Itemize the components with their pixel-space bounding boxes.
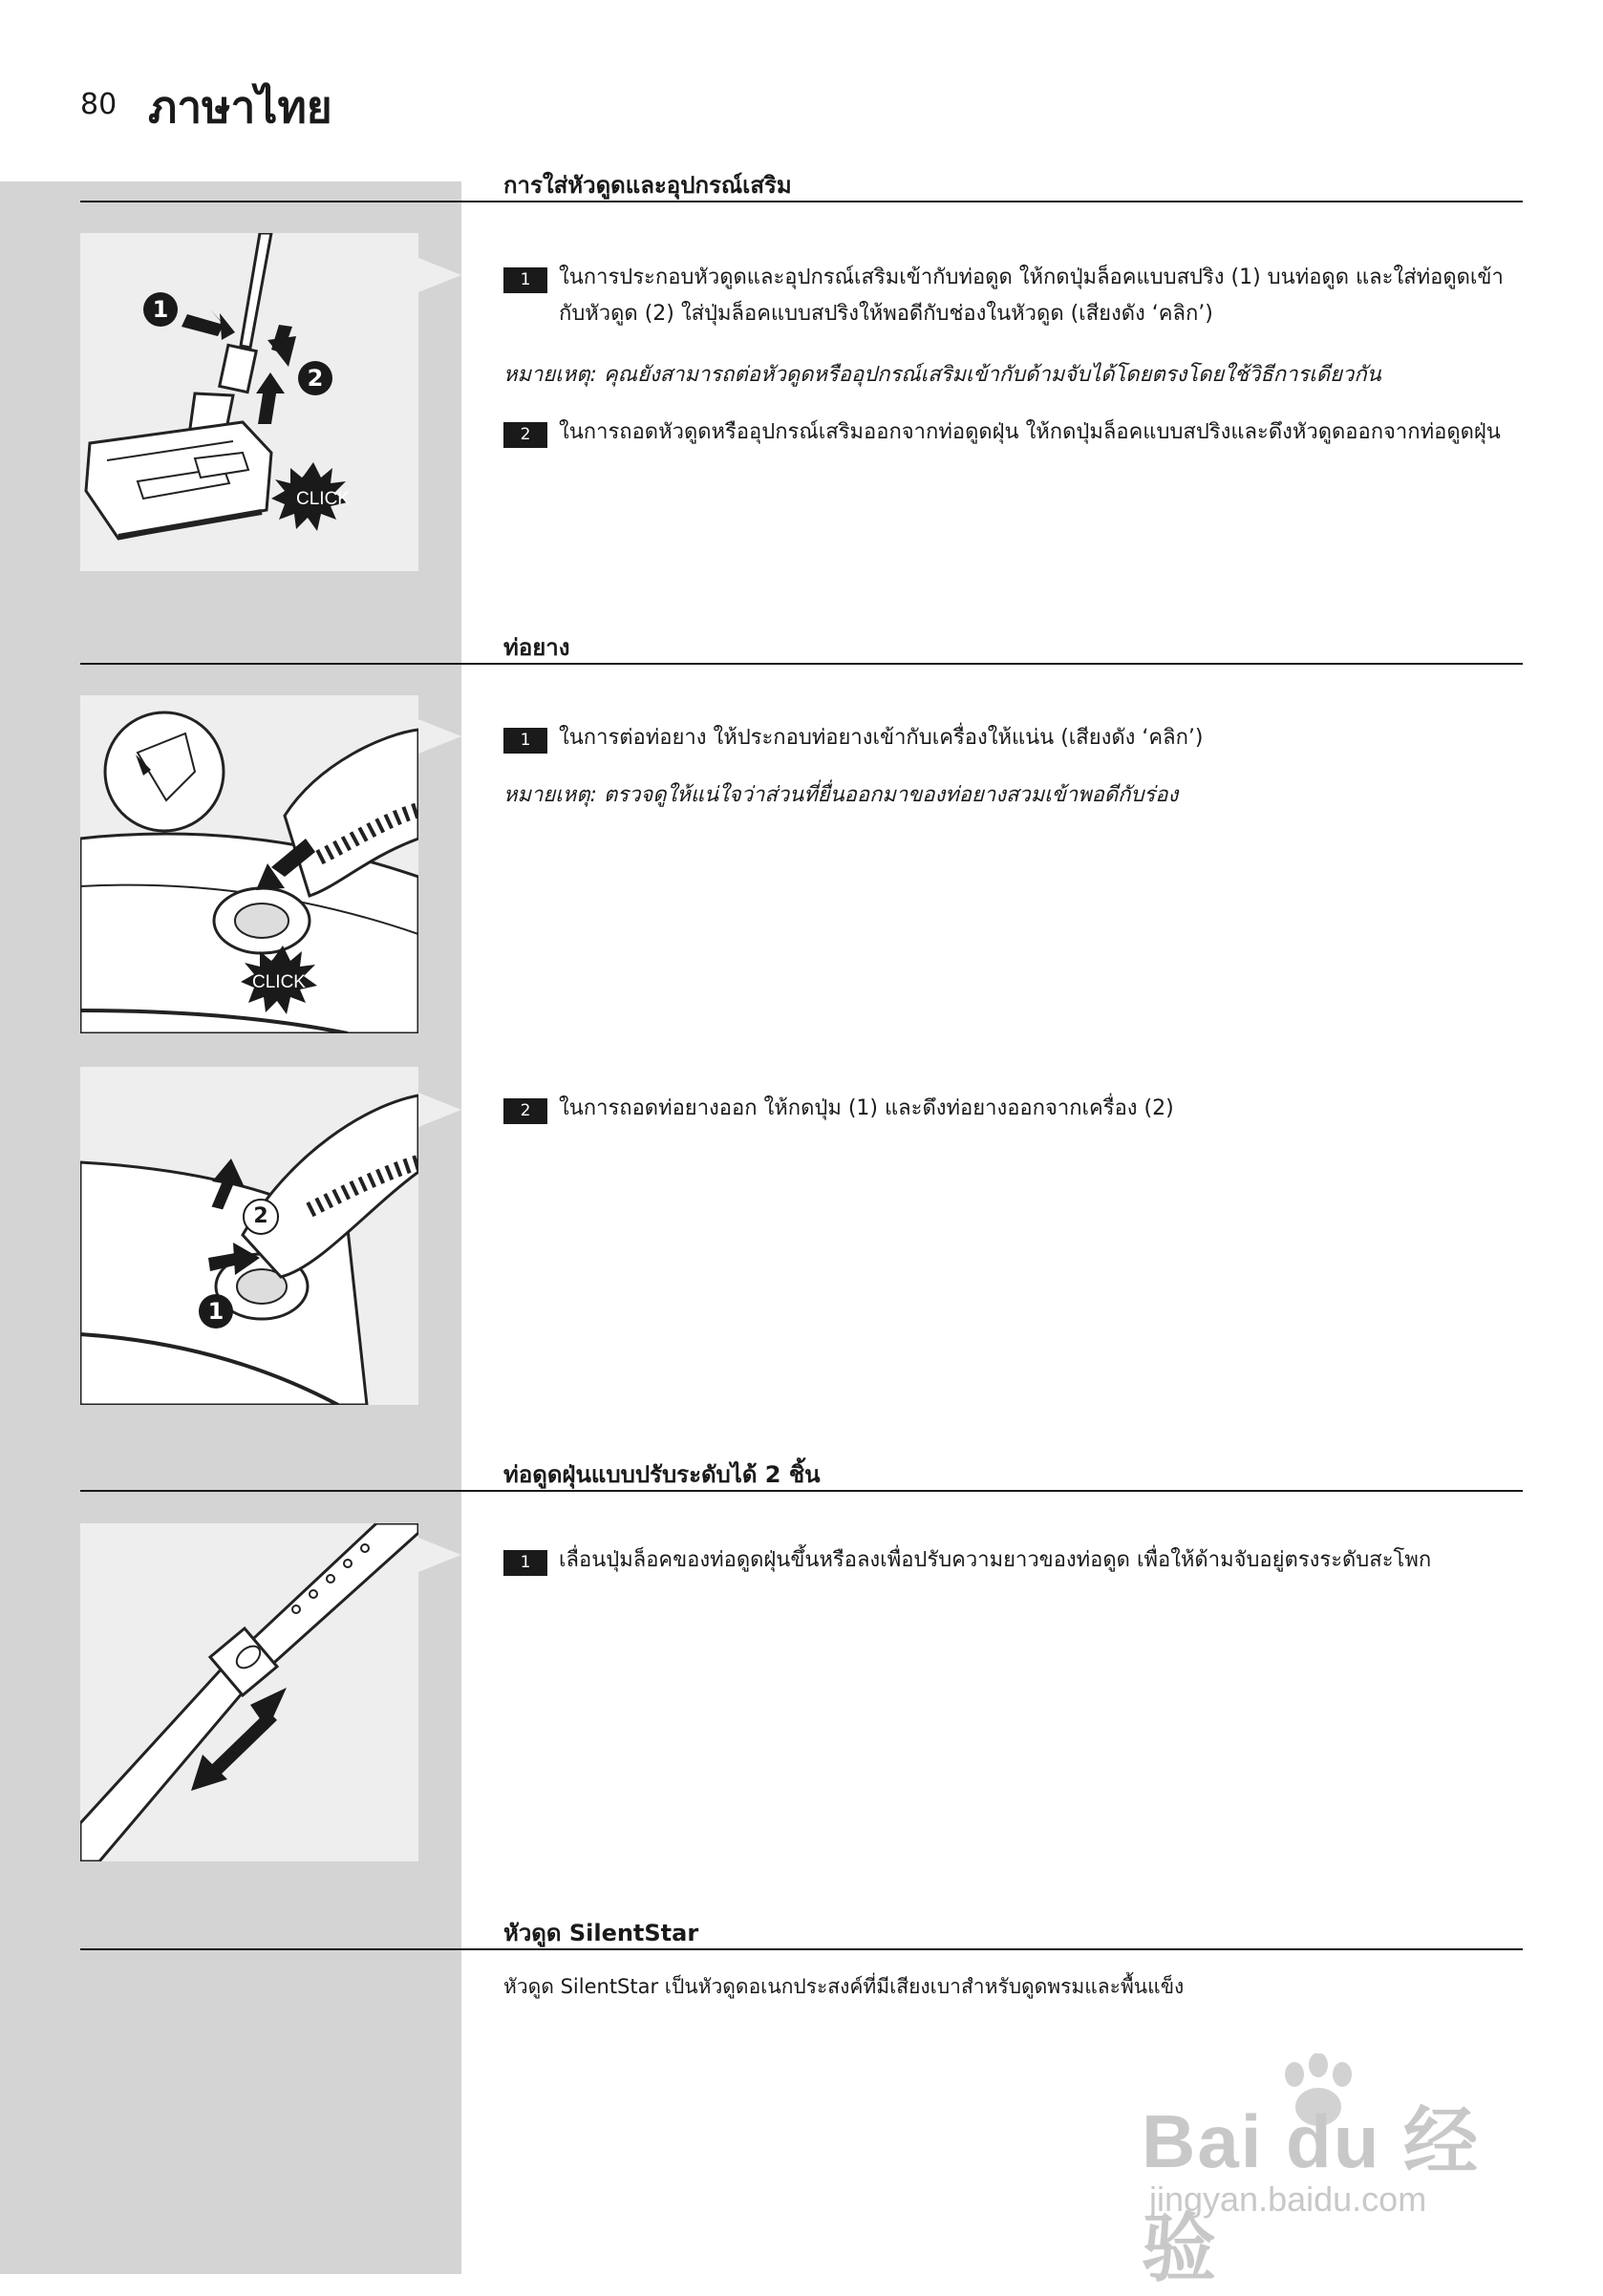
section-rule [80, 1490, 1523, 1492]
figure-pointer [418, 1093, 461, 1127]
step-hose-1 [503, 720, 1526, 756]
figure-remove-hose [80, 1067, 418, 1405]
step-number: 2 [503, 1098, 547, 1124]
page-number: 80 [80, 88, 118, 121]
figure-pointer [418, 258, 461, 292]
step-number: 1 [503, 267, 547, 293]
callout-badge-2: 2 [243, 1199, 279, 1235]
note-hose: หมายเหตุ: ตรวจดูให้แน่ใจว่าส่วนที่ยื่นออกมาของท่อยางสวมเข้าพอดีกับร่อง [503, 783, 1179, 807]
section-rule [80, 663, 1523, 665]
section-rule [80, 201, 1523, 202]
step-number: 1 [503, 1550, 547, 1576]
figure-pointer [418, 719, 461, 754]
figure-pointer [418, 1538, 461, 1572]
section-heading-hose: ท่อยาง [503, 634, 570, 661]
click-badge-label: CLICK [296, 489, 350, 509]
step-text: ในการต่อท่อยาง ให้ประกอบท่อยางเข้ากับเครื่องให้แน่น (เสียงดัง ‘คลิก’) [559, 726, 1204, 750]
step-text: ในการถอดท่อยางออก ให้กดปุ่ม (1) และดึงท่อยางออกจากเครื่อง (2) [559, 1096, 1174, 1120]
step-attach-1 [503, 260, 1526, 332]
step-number: 2 [503, 422, 547, 448]
page-title: ภาษาไทย [148, 81, 332, 133]
step-text: เลื่อนปุ่มล็อคของท่อดูดฝุ่นขึ้นหรือลงเพื่อปรับความยาวของท่อดูด เพื่อให้ด้ามจับอยู่ตรงระดับสะโพก [559, 1548, 1432, 1572]
silentstar-description: หัวดูด SilentStar เป็นหัวดูดอเนกประสงค์ที่มีเสียงเบาสำหรับดูดพรมและพื้นแข็ง [503, 1975, 1185, 1998]
step-text: ในการถอดหัวดูดหรืออุปกรณ์เสริมออกจากท่อดูดฝุ่น ให้กดปุ่มล็อคแบบสปริงและดึงหัวดูดออกจากท่อดูดฝุ่น [559, 420, 1501, 444]
note-attach: หมายเหตุ: คุณยังสามารถต่อหัวดูดหรืออุปกรณ์เสริมเข้ากับด้ามจับได้โดยตรงโดยใช้วิธีการเดียวกัน [503, 363, 1381, 387]
step-attach-2 [503, 415, 1526, 451]
baidu-watermark [1142, 2053, 1524, 2290]
watermark-brand: Bai du 经验 [1142, 2099, 1481, 2290]
section-heading-telescopic-tube: ท่อดูดฝุ่นแบบปรับระดับได้ 2 ชิ้น [503, 1461, 821, 1488]
callout-badge-2: 2 [298, 361, 332, 395]
click-badge-label: CLICK [252, 972, 306, 992]
callout-badge-1: 1 [143, 292, 178, 327]
callout-badge-1: 1 [199, 1294, 233, 1329]
section-rule [80, 1948, 1523, 1950]
section-heading-silentstar: หัวดูด SilentStar [503, 1920, 699, 1946]
step-telescopic-1 [503, 1542, 1526, 1579]
step-hose-2 [503, 1091, 1526, 1127]
watermark-url: jingyan.baidu.com [1149, 2179, 1427, 2219]
step-number: 1 [503, 728, 547, 754]
figure-attach-hose [80, 695, 418, 1033]
step-text: ในการประกอบหัวดูดและอุปกรณ์เสริมเข้ากับท่อดูด ให้กดปุ่มล็อคแบบสปริง (1) บนท่อดูด และใส่ท่อดูดเข้ากับหัวดูด (2) ใส่ปุ่มล็อคแบบสปริงให้พอดีกับช่องในหัวดูด (เสียงดัง ‘คลิก’) [559, 266, 1504, 326]
figure-attach-nozzle [80, 233, 418, 571]
figure-telescopic-tube [80, 1523, 418, 1861]
section-heading-attach-nozzle: การใส่หัวดูดและอุปกรณ์เสริม [503, 172, 792, 199]
